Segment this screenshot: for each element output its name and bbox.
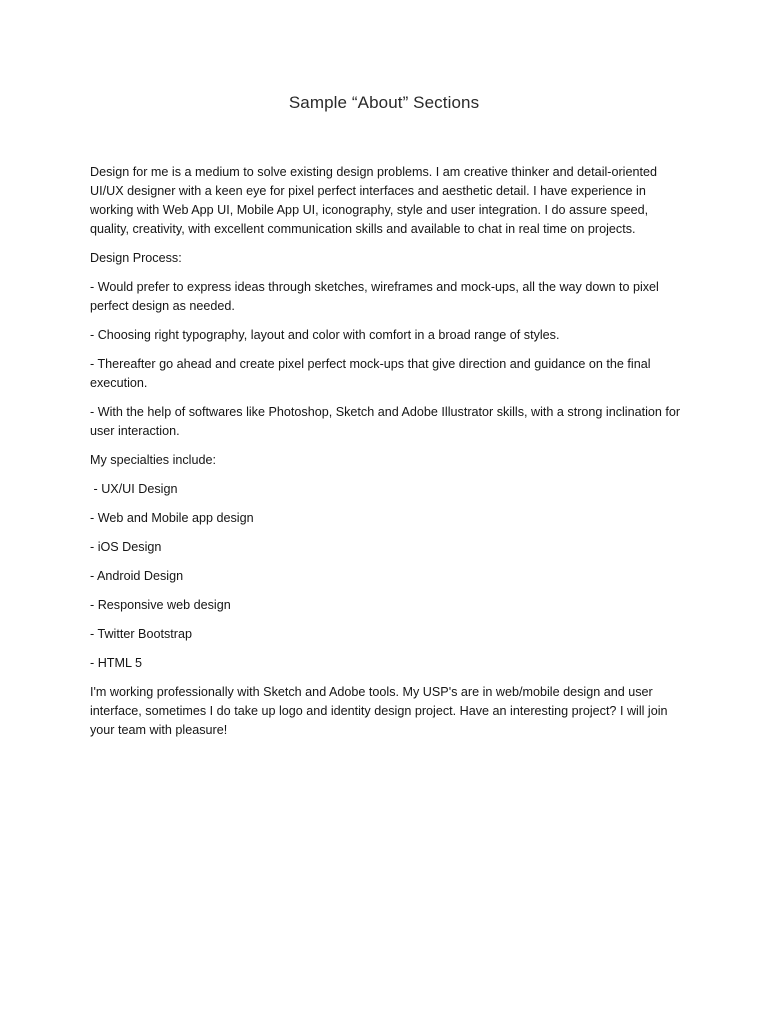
- process-item: - Thereafter go ahead and create pixel perfect mock-ups that give direction and guidance on the final execution.: [90, 357, 651, 390]
- specialty-item: - UX/UI Design: [90, 482, 178, 496]
- specialty-item: - Web and Mobile app design: [90, 511, 254, 525]
- document-body: [90, 163, 690, 750]
- specialty-item: - iOS Design: [90, 540, 162, 554]
- closing-paragraph: I'm working professionally with Sketch and Adobe tools. My USP's are in web/mobile design and user interface, sometimes I do take up logo and identity design project. Have an interesting project? I will join your team with pleasure!: [90, 685, 668, 737]
- specialty-item: - Twitter Bootstrap: [90, 627, 192, 641]
- process-item: - Choosing right typography, layout and color with comfort in a broad range of styles.: [90, 328, 560, 342]
- process-heading: Design Process:: [90, 251, 182, 265]
- specialty-item: - Android Design: [90, 569, 184, 583]
- specialty-item: - Responsive web design: [90, 598, 231, 612]
- process-item: - Would prefer to express ideas through sketches, wireframes and mock-ups, all the way down to pixel perfect design as needed.: [90, 280, 659, 313]
- specialty-item: - HTML 5: [90, 656, 143, 670]
- page-title: Sample “About” Sections: [288, 93, 480, 112]
- intro-paragraph: Design for me is a medium to solve existing design problems. I am creative thinker and detail-oriented UI/UX designer with a keen eye for pixel perfect interfaces and aesthetic detail. I have experience in working with Web App UI, Mobile App UI, iconography, style and user integration. I do assure speed, quality, creativity, with excellent communication skills and available to chat in real time on projects.: [90, 165, 657, 236]
- process-item: - With the help of softwares like Photoshop, Sketch and Adobe Illustrator skills, with a strong inclination for user interaction.: [90, 405, 681, 438]
- specialties-heading: My specialties include:: [90, 453, 216, 467]
